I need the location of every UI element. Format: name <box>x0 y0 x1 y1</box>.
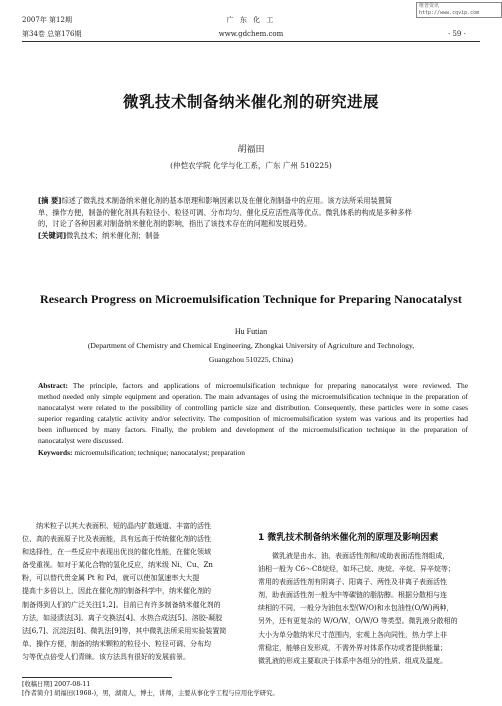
abstract-cn-label: [摘 要] <box>38 196 62 205</box>
body-line: 备受重视。如对于某化合物的氢化反应，纳米级 Ni、Cu、Zn <box>22 561 213 570</box>
author-cn: 胡福田 <box>237 145 265 155</box>
journal-website: www.gdchem.com <box>218 30 284 38</box>
journal-name: 广 东 化 工 <box>226 16 276 24</box>
received-date: [收稿日期] 2007-08-11 <box>22 681 91 688</box>
body-line: 常稳定，能够自发形成，不需外界对体系作功或者提供能量； <box>258 643 447 652</box>
volume-info: 第34卷 总第176期 <box>22 30 82 38</box>
abstract-en-line: been influenced by many factors. Finally, the problem and development of the microemulsification technique in the preparation of <box>38 425 468 434</box>
abstract-cn <box>38 195 468 241</box>
body-line: 大小为单分散纳米尺寸范围内，宏观上各向同性，热力学上非 <box>258 630 447 639</box>
paper-title-cn: 微乳技术制备纳米催化剂的研究进展 <box>122 93 379 111</box>
body-right-column <box>258 550 480 668</box>
body-line: 法[6,7]、沉淀法[8]、微乳法[9]等，其中微乳法所采用实验装置简 <box>22 626 227 635</box>
keywords-cn: 微乳技术；纳米催化剂；制备 <box>66 230 160 240</box>
source-stamp: 维普资讯 http://www.cqvip.com <box>416 2 502 18</box>
body-line: 匀等优点倍受人们青睐。该方法具有很好的发展前景。 <box>22 652 190 661</box>
body-line: 位、高的表面原子比及表面能，具有远高于传统催化剂的活性 <box>22 535 211 544</box>
abstract-en-label: Abstract: <box>38 381 68 390</box>
body-line: 微乳液是由水、油、表面活性剂和/或助表面活性剂组成， <box>272 552 450 560</box>
header-rule <box>22 41 480 42</box>
footnote-rule <box>22 677 172 678</box>
body-line: 提高十多倍以上，因此在催化剂的制备科学中，纳米催化剂的 <box>22 587 211 596</box>
abstract-en-line: superior regarding catalytic activity and/or selectivity. The composition of microemulsification system was various and its properties had <box>38 414 468 423</box>
abstract-en <box>38 380 468 458</box>
affiliation-cn: (仲恺农学院 化学与化工系，广东 广州 510225) <box>170 161 332 170</box>
body-line: 单、操作方便，制备的纳米颗粒的粒径小、粒径可调、分布均 <box>22 639 211 648</box>
affiliation-en-1: (Department of Chemistry and Chemical Engineering, Zhongkai University of Agriculture and Technology, <box>87 341 415 350</box>
abstract-en-line: nanocatalyst were related to the possibility of controlling particle size and distribution. Consequently, these particles were in some cases <box>38 403 468 412</box>
body-line: 方法，如浸渍法[3]、离子交换法[4]、水热合成法[5]、溶胶-凝胶 <box>22 613 223 622</box>
abstract-cn-line: 的，讨论了各种因素对制备纳米催化剂的影响，指出了该技术存在的问题和发展趋势。 <box>38 219 312 228</box>
body-line: 微乳液的形成主要取决于体系中各组分的性质、组成及温度。 <box>258 656 447 665</box>
paper-title-en: Research Progress on Microemulsification Technique for Preparing Nanocatalyst <box>39 292 462 306</box>
body-line: 续相的不同，一般分为油包水型(W/O)和水包油性(O/W)两种， <box>258 604 454 613</box>
keywords-cn-label: [关键词] <box>38 230 67 240</box>
body-line: 纳米粒子以其大表面积、短的晶内扩散通道、丰富的活性 <box>36 522 211 530</box>
body-line: 制备得到人们的广泛关注[1,2]。目前已有许多制备纳米催化剂的 <box>22 600 221 609</box>
body-line: 粉，可以替代贵金属 Pt 和 Pd，就可以使加氢速率大大提 <box>22 574 200 583</box>
abstract-cn-line: 综述了微乳技术制备纳米催化剂的基本原理和影响因素以及在催化剂制备中的应用。该方法所采用装置简 <box>61 196 393 205</box>
affiliation-en-2: Guangzhou 510225, China) <box>208 355 294 364</box>
page-number: · 59 · <box>448 30 466 38</box>
body-line: 另外，还有更复杂的 W/O/W，O/W/O 等类型。微乳液分散相的 <box>258 617 458 626</box>
body-line: 油相一般为 C6～C8烷烃，如环己烷、庚烷、辛烷、异辛烷等； <box>258 565 455 574</box>
abstract-cn-line: 单、操作方便，制备的催化剂具有粒径小、粒径可调、分布均匀、催化反应活性高等优点。微乳体系的构成是多种多样 <box>38 207 412 217</box>
keywords-en: microemulsification; technique; nanocatalyst; preparation <box>74 448 245 457</box>
body-left-column <box>22 520 246 664</box>
abstract-en-line: The principle, factors and applications of microemulsification technique for preparing nanocatalyst were reviewed. The <box>72 381 468 390</box>
year-issue: 2007年 第12期 <box>22 16 72 24</box>
abstract-en-line: method needed only simple equipment and operation. The main advantages of using the microemulsification technique in the preparation of <box>38 392 468 401</box>
body-line: 剂，助表面活性剂一般为中等碳链的脂肪醇。根据分散相与连 <box>258 591 447 600</box>
section-heading: 1 微乳技术制备纳米催化剂的原理及影响因素 <box>258 533 439 543</box>
author-en: Hu Futian <box>234 327 268 336</box>
body-line: 常用的表面活性剂有阴离子、阳离子、两性及非离子表面活性 <box>258 578 447 587</box>
author-bio: [作者简介] 胡福田(1968-)，男，湖南人，博士，讲师，主要从事化学工程与应用化学研究。 <box>22 690 279 697</box>
abstract-en-line: nanocatalyst were discussed. <box>38 436 124 445</box>
keywords-en-label: Keywords: <box>38 448 73 457</box>
body-line: 和选择性，在一些反应中表现出优良的催化性能，在催化领域 <box>22 548 211 557</box>
footnote <box>22 680 279 698</box>
